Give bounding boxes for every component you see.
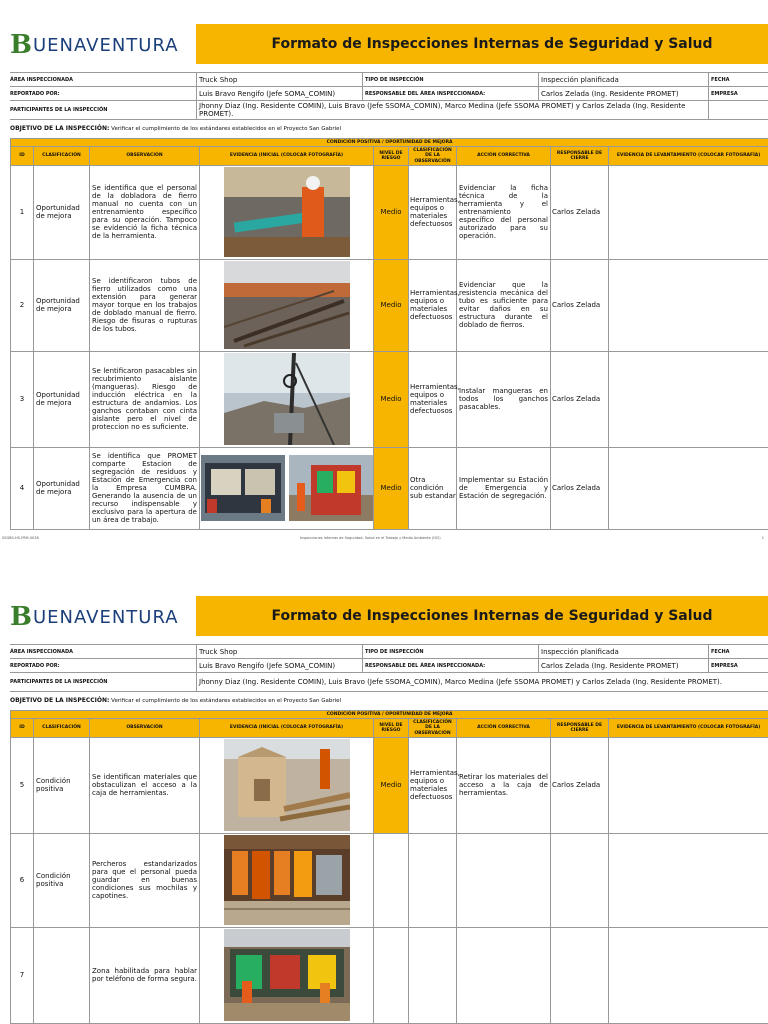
col-clasificacion: CLASIFICACIÓN bbox=[34, 147, 90, 166]
row-clasificacion: Condición positiva bbox=[34, 833, 90, 927]
col-levantamiento: EVIDENCIA DE LEVANTAMIENTO (COLOCAR FOTOGRAFÍA) bbox=[609, 147, 768, 166]
evidence-photo-phone-zone bbox=[224, 929, 350, 1021]
tipo-value: Inspección planificada bbox=[538, 645, 708, 658]
row-observacion: Se identifica que el personal de la dobladora de fierro manual no cuenta con un entrenamiento específico para su operación. Tampoco se evidenció la ficha técnica de la herramienta. bbox=[90, 165, 200, 259]
tipo-value: Inspección planificada bbox=[538, 73, 708, 86]
table-row bbox=[11, 737, 768, 833]
evidence-photo-cable-hooks bbox=[224, 353, 350, 445]
row-observacion: Se lentificaron pasacables sin recubrimiento aislante (mangueras). Riesgo de inducción eléctrica en la estructura de andamios. Los ganchos contaban con cinta aislante pero el nivel de proteccion no es suficiente. bbox=[90, 351, 200, 447]
empresa-label: EMPRESA bbox=[708, 87, 768, 100]
col-observacion: OBSERVACIÓN bbox=[90, 147, 200, 166]
row-clasif-obs: Herramientas, equipos o materiales defectuosos bbox=[409, 259, 457, 351]
row-clasif-obs: Herramientas, equipos o materiales defectuosos bbox=[409, 737, 457, 833]
tipo-label: TIPO DE INSPECCIÓN bbox=[362, 73, 538, 86]
row-clasificacion: Oportunidad de mejora bbox=[34, 259, 90, 351]
evidence-photo-tool-box bbox=[224, 739, 350, 831]
row-evidencia bbox=[200, 447, 374, 529]
area-value: Truck Shop bbox=[196, 73, 362, 86]
footer-code: SSGBS-HS-FRM-0038 bbox=[2, 536, 39, 540]
row-accion: Instalar mangueras en todos los ganchos pasacables. bbox=[457, 351, 551, 447]
responsable-label: RESPONSABLE DEL ÁREA INSPECCIONADA: bbox=[362, 659, 538, 672]
row-levantamiento bbox=[609, 447, 768, 529]
footer-title: Inspecciones Internas de Seguridad, Salud en el Trabajo y Medio Ambiente (ISO) bbox=[300, 536, 441, 540]
evidence-photo-emergency-station bbox=[201, 455, 373, 521]
participantes-label: PARTICIPANTES DE LA INSPECCIÓN bbox=[10, 107, 108, 113]
info-row-reportado bbox=[10, 658, 768, 672]
row-levantamiento bbox=[609, 259, 768, 351]
info-block bbox=[10, 644, 768, 692]
row-responsable: Carlos Zelada bbox=[551, 447, 609, 529]
row-nivel: Medio bbox=[374, 351, 409, 447]
reportado-label: REPORTADO POR: bbox=[10, 90, 60, 97]
form-title: Formato de Inspecciones Internas de Seguridad y Salud bbox=[271, 608, 713, 624]
row-accion: Evidenciar que la resistencia mecánica del tubo es suficiente para evitar daños en su estructura durante el doblado de fierros. bbox=[457, 259, 551, 351]
row-accion: Retirar los materiales del acceso a la caja de herramientas. bbox=[457, 737, 551, 833]
document-page-2 bbox=[0, 596, 768, 1024]
row-clasificacion: Oportunidad de mejora bbox=[34, 165, 90, 259]
row-nivel: Medio bbox=[374, 165, 409, 259]
row-responsable: Carlos Zelada bbox=[551, 165, 609, 259]
buenaventura-logo: B UENAVENTURA bbox=[10, 28, 188, 62]
col-clasificacion: CLASIFICACIÓN bbox=[34, 719, 90, 738]
row-clasif-obs: Herramientas, equipos o materiales defectuosos bbox=[409, 165, 457, 259]
area-label: ÁREA INSPECCIONADA bbox=[10, 76, 73, 83]
document-page-1 bbox=[0, 24, 768, 544]
objective-line bbox=[10, 697, 341, 704]
form-header bbox=[0, 596, 768, 636]
objetivo-value: Verificar el cumplimiento de los estándares establecidos en el Proyecto San Gabriel bbox=[111, 698, 342, 704]
tipo-label: TIPO DE INSPECCIÓN bbox=[362, 645, 538, 658]
row-levantamiento bbox=[609, 165, 768, 259]
participantes-value: Jhonny Diaz (Ing. Residente COMIN), Luis Bravo (Jefe SSOMA_COMIN), Marco Medina (Jefe SSOMA PROMET) y Carlos Zelada (Ing. Residente PROMET). bbox=[196, 673, 768, 691]
row-accion bbox=[457, 833, 551, 927]
row-levantamiento bbox=[609, 833, 768, 927]
row-clasificacion: Condición positiva bbox=[34, 737, 90, 833]
area-value: Truck Shop bbox=[196, 645, 362, 658]
row-responsable bbox=[551, 833, 609, 927]
info-row-area bbox=[10, 72, 768, 86]
evidence-photo-iron-tubes bbox=[224, 261, 350, 349]
row-clasif-obs: Herramientas, equipos o materiales defectuosos bbox=[409, 351, 457, 447]
participantes-label: PARTICIPANTES DE LA INSPECCIÓN bbox=[10, 679, 108, 685]
row-evidencia bbox=[200, 833, 374, 927]
row-clasif-obs: Otra condición sub estandar bbox=[409, 447, 457, 529]
buenaventura-logo: B UENAVENTURA bbox=[10, 600, 188, 634]
row-nivel bbox=[374, 927, 409, 1023]
area-label: ÁREA INSPECCIONADA bbox=[10, 648, 73, 655]
info-row-area bbox=[10, 644, 768, 658]
col-responsable: RESPONSABLE DE CIERRE bbox=[551, 147, 609, 166]
row-accion bbox=[457, 927, 551, 1023]
evidence-photo-coat-racks bbox=[224, 835, 350, 925]
col-evidencia: EVIDENCIA (INICIAL (COLOCAR FOTOGRAFÍA) bbox=[200, 719, 374, 738]
row-observacion: Se identifican materiales que obstaculizan el acceso a la caja de herramientas. bbox=[90, 737, 200, 833]
footer-page: 1 bbox=[761, 536, 764, 540]
row-levantamiento bbox=[609, 737, 768, 833]
form-header bbox=[0, 24, 768, 64]
row-evidencia bbox=[200, 165, 374, 259]
row-nivel: Medio bbox=[374, 447, 409, 529]
col-id: ID bbox=[11, 719, 34, 738]
row-id: 6 bbox=[11, 833, 34, 927]
col-clasif-obs: CLASIFICACIÓN DE LA OBSERVACIÓN bbox=[409, 719, 457, 738]
participantes-value: Jhonny Diaz (Ing. Residente COMIN), Luis Bravo (Jefe SSOMA_COMIN), Marco Medina (Jefe SSOMA PROMET) y Carlos Zelada (Ing. Residente PROMET). bbox=[196, 101, 708, 119]
row-evidencia bbox=[200, 737, 374, 833]
row-responsable: Carlos Zelada bbox=[551, 259, 609, 351]
responsable-label: RESPONSABLE DEL ÁREA INSPECCIONADA: bbox=[362, 87, 538, 100]
title-band bbox=[196, 24, 768, 64]
row-levantamiento bbox=[609, 351, 768, 447]
row-evidencia bbox=[200, 351, 374, 447]
row-clasificacion bbox=[34, 927, 90, 1023]
fecha-label: FECHA bbox=[708, 73, 768, 86]
fecha-label: FECHA bbox=[708, 645, 768, 658]
col-accion: ACCIÓN CORRECTIVA bbox=[457, 719, 551, 738]
row-observacion: Percheros estandarizados para que el personal pueda guardar en buenas condiciones sus mochilas y capotines. bbox=[90, 833, 200, 927]
objetivo-label: OBJETIVO DE LA INSPECCIÓN: bbox=[10, 125, 110, 132]
row-responsable: Carlos Zelada bbox=[551, 351, 609, 447]
row-levantamiento bbox=[609, 927, 768, 1023]
row-id: 7 bbox=[11, 927, 34, 1023]
table-row bbox=[11, 351, 768, 447]
objetivo-label: OBJETIVO DE LA INSPECCIÓN: bbox=[10, 697, 110, 704]
row-responsable bbox=[551, 927, 609, 1023]
table-row bbox=[11, 259, 768, 351]
col-accion: ACCIÓN CORRECTIVA bbox=[457, 147, 551, 166]
responsable-value: Carlos Zelada (Ing. Residente PROMET) bbox=[538, 87, 708, 100]
info-row-reportado bbox=[10, 86, 768, 100]
col-id: ID bbox=[11, 147, 34, 166]
table-row bbox=[11, 447, 768, 529]
reportado-value: Luis Bravo Rengifo (Jefe SOMA_COMIN) bbox=[196, 659, 362, 672]
title-band bbox=[196, 596, 768, 636]
row-clasificacion: Oportunidad de mejora bbox=[34, 447, 90, 529]
column-headers bbox=[11, 719, 768, 738]
row-observacion: Se identificaron tubos de fierro utilizados como una extensión para generar mayor torque en los trabajos de doblado manual de fierro. Riesgo de fisuras o rupturas de los tubos. bbox=[90, 259, 200, 351]
row-id: 1 bbox=[11, 165, 34, 259]
row-clasificacion: Oportunidad de mejora bbox=[34, 351, 90, 447]
row-evidencia bbox=[200, 259, 374, 351]
responsable-value: Carlos Zelada (Ing. Residente PROMET) bbox=[538, 659, 708, 672]
row-observacion: Zona habilitada para hablar por teléfono de forma segura. bbox=[90, 927, 200, 1023]
col-observacion: OBSERVACIÓN bbox=[90, 719, 200, 738]
row-responsable: Carlos Zelada bbox=[551, 737, 609, 833]
table-row bbox=[11, 927, 768, 1023]
form-title: Formato de Inspecciones Internas de Seguridad y Salud bbox=[271, 36, 713, 52]
empresa-label: EMPRESA bbox=[708, 659, 768, 672]
col-responsable: RESPONSABLE DE CIERRE bbox=[551, 719, 609, 738]
row-clasif-obs bbox=[409, 833, 457, 927]
col-clasif-obs: CLASIFICACIÓN DE LA OBSERVACIÓN bbox=[409, 147, 457, 166]
col-evidencia: EVIDENCIA (INICIAL (COLOCAR FOTOGRAFÍA) bbox=[200, 147, 374, 166]
column-headers bbox=[11, 147, 768, 166]
group-header: CONDICIÓN POSITIVA / OPORTUNIDAD DE MEJORA bbox=[11, 139, 768, 147]
evidence-photo-bending-tool bbox=[224, 167, 350, 257]
objetivo-value: Verificar el cumplimiento de los estándares establecidos en el Proyecto San Gabriel bbox=[111, 126, 342, 132]
row-nivel: Medio bbox=[374, 259, 409, 351]
group-header: CONDICIÓN POSITIVA / OPORTUNIDAD DE MEJORA bbox=[11, 711, 768, 719]
row-id: 4 bbox=[11, 447, 34, 529]
row-id: 5 bbox=[11, 737, 34, 833]
row-id: 3 bbox=[11, 351, 34, 447]
table-row bbox=[11, 833, 768, 927]
row-accion: Evidenciar la ficha técnica de la herramienta y el entrenamiento específico del personal autorizado para su operación. bbox=[457, 165, 551, 259]
inspection-table-1 bbox=[10, 138, 768, 530]
info-row-participantes bbox=[10, 672, 768, 692]
info-block bbox=[10, 72, 768, 120]
table-row bbox=[11, 165, 768, 259]
row-accion: Implementar su Estación de Emergencia y Estación de segregación. bbox=[457, 447, 551, 529]
row-clasif-obs bbox=[409, 927, 457, 1023]
row-nivel bbox=[374, 833, 409, 927]
reportado-label: REPORTADO POR: bbox=[10, 662, 60, 669]
info-row-participantes bbox=[10, 100, 768, 120]
row-id: 2 bbox=[11, 259, 34, 351]
row-nivel: Medio bbox=[374, 737, 409, 833]
row-evidencia bbox=[200, 927, 374, 1023]
col-levantamiento: EVIDENCIA DE LEVANTAMIENTO (COLOCAR FOTOGRAFÍA) bbox=[609, 719, 768, 738]
objective-line bbox=[10, 125, 341, 132]
col-nivel: NIVEL DE RIESGO bbox=[374, 719, 409, 738]
reportado-value: Luis Bravo Rengifo (Jefe SOMA_COMIN) bbox=[196, 87, 362, 100]
col-nivel: NIVEL DE RIESGO bbox=[374, 147, 409, 166]
row-observacion: Se identifica que PROMET comparte Estacion de segregación de residuos y Estación de Emergencia con la Empresa CUMBRA. Generando la ausencia de un recurso indispensable y exclusivo para la apertura de un área de trabajo. bbox=[90, 447, 200, 529]
inspection-table-2 bbox=[10, 710, 768, 1024]
